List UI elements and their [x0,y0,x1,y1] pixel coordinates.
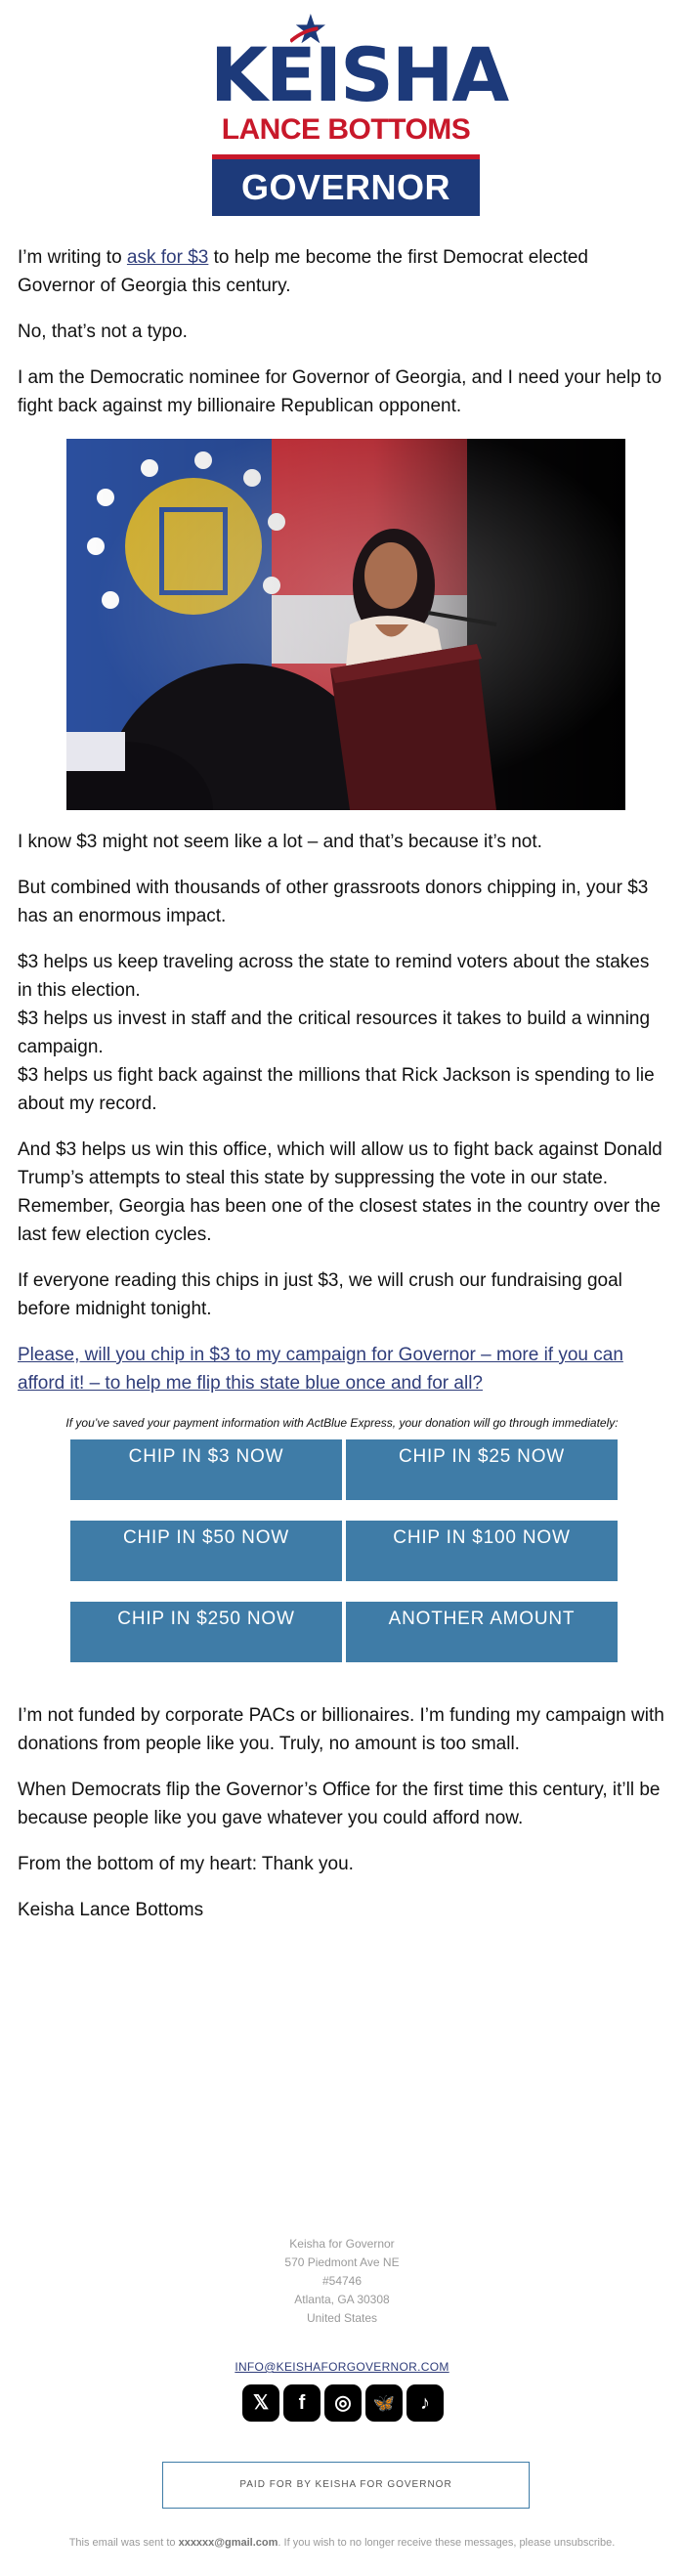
another-amount-button[interactable]: ANOTHER AMOUNT [346,1602,618,1662]
signature: Keisha Lance Bottoms [18,1900,204,1920]
win-office-paragraph: And $3 helps us win this office, which will allow us to fight back against Donald Trump’s attempts to steal this state by suppressing the vote in our state. Remember, Georgia has been one of the closest states in the country over the last few election cycles. [18,1139,663,1245]
three-dollars-paragraph: I know $3 might not seem like a lot – and that’s because it’s not. [18,832,542,852]
helps-paragraph-3: $3 helps us fight back against the millions that Rick Jackson is spending to lie about my record. [18,1065,655,1114]
thanks-paragraph: From the bottom of my heart: Thank you. [18,1854,354,1874]
footer-unit: #54746 [321,2274,363,2288]
footer-city: Atlanta, GA 30308 [294,2293,390,2306]
unsubscribe-text[interactable]: . If you wish to no longer receive these messages, please unsubscribe. [278,2537,616,2549]
everyone-paragraph: If everyone reading this chips in just $3, we will crush our fundraising goal before midnight tonight. [18,1270,622,1319]
chip-in-3-button[interactable]: CHIP IN $3 NOW [70,1439,342,1500]
x-icon[interactable]: 𝕏 [242,2384,279,2422]
footer-country: United States [306,2311,378,2325]
helps-paragraph-1: $3 helps us keep traveling across the state to remind voters about the stakes in this election. [18,952,650,1001]
not-funded-paragraph: I’m not funded by corporate PACs or billionaires. I’m funding my campaign with donations from people like you. Truly, no amount is too small. [18,1705,664,1754]
intro-paragraph [18,243,668,300]
intro-text-start: I’m writing to [18,247,127,268]
helps-paragraph-2: $3 helps us invest in staff and the critical resources it takes to build a winning campaign. [18,1009,651,1057]
logo-name: KEISHA [210,31,508,118]
photo-illustration [66,439,625,810]
flip-paragraph: When Democrats flip the Governor’s Office for the first time this century, it’ll be because people like you gave whatever you could afford now. [18,1780,661,1828]
ask-paragraph [18,1341,668,1397]
chip-in-link[interactable]: Please, will you chip in $3 to my campaign for Governor – more if you can afford it! – to help me flip this state blue once and for all? [18,1345,623,1394]
instagram-icon[interactable]: ◎ [324,2384,362,2422]
recipient-email: xxxxxx@gmail.com [178,2537,278,2549]
typo-paragraph: No, that’s not a typo. [18,322,188,342]
intro-text-end: to help me become the first Democrat elected Governor of Georgia this century. [18,247,588,296]
logo-subtitle: LANCE BOTTOMS [221,113,471,146]
facebook-icon[interactable]: f [283,2384,321,2422]
combined-paragraph: But combined with thousands of other grassroots donors chipping in, your $3 has an enormous impact. [18,878,649,926]
chip-in-250-button[interactable]: CHIP IN $250 NOW [70,1602,342,1662]
chip-in-100-button[interactable]: CHIP IN $100 NOW [346,1521,618,1581]
bluesky-icon[interactable]: 🦋 [365,2384,403,2422]
ask-for-3-link[interactable]: ask for $3 [126,247,209,268]
tiktok-icon[interactable]: ♪ [406,2384,444,2422]
nominee-paragraph: I am the Democratic nominee for Governor of Georgia, and I need your help to fight back against my billionaire Republican opponent. [18,367,663,416]
unsubscribe-notice [0,2537,684,2549]
logo-office: GOVERNOR [212,159,480,216]
paid-for-disclaimer: PAID FOR BY KEISHA FOR GOVERNOR [162,2462,530,2509]
contact-email-link[interactable]: INFO@KEISHAFORGOVERNOR.COM [235,2360,449,2374]
footer-org: Keisha for Governor [289,2237,395,2251]
footer-street: 570 Piedmont Ave NE [284,2255,400,2269]
chip-in-25-button[interactable]: CHIP IN $25 NOW [346,1439,618,1500]
candidate-photo [66,439,625,810]
campaign-logo [210,14,508,217]
chip-in-50-button[interactable]: CHIP IN $50 NOW [70,1521,342,1581]
actblue-express-note: If you’ve saved your payment information with ActBlue Express, your donation will go through immediately: [65,1416,619,1430]
sent-to-text: This email was sent to [68,2537,179,2549]
